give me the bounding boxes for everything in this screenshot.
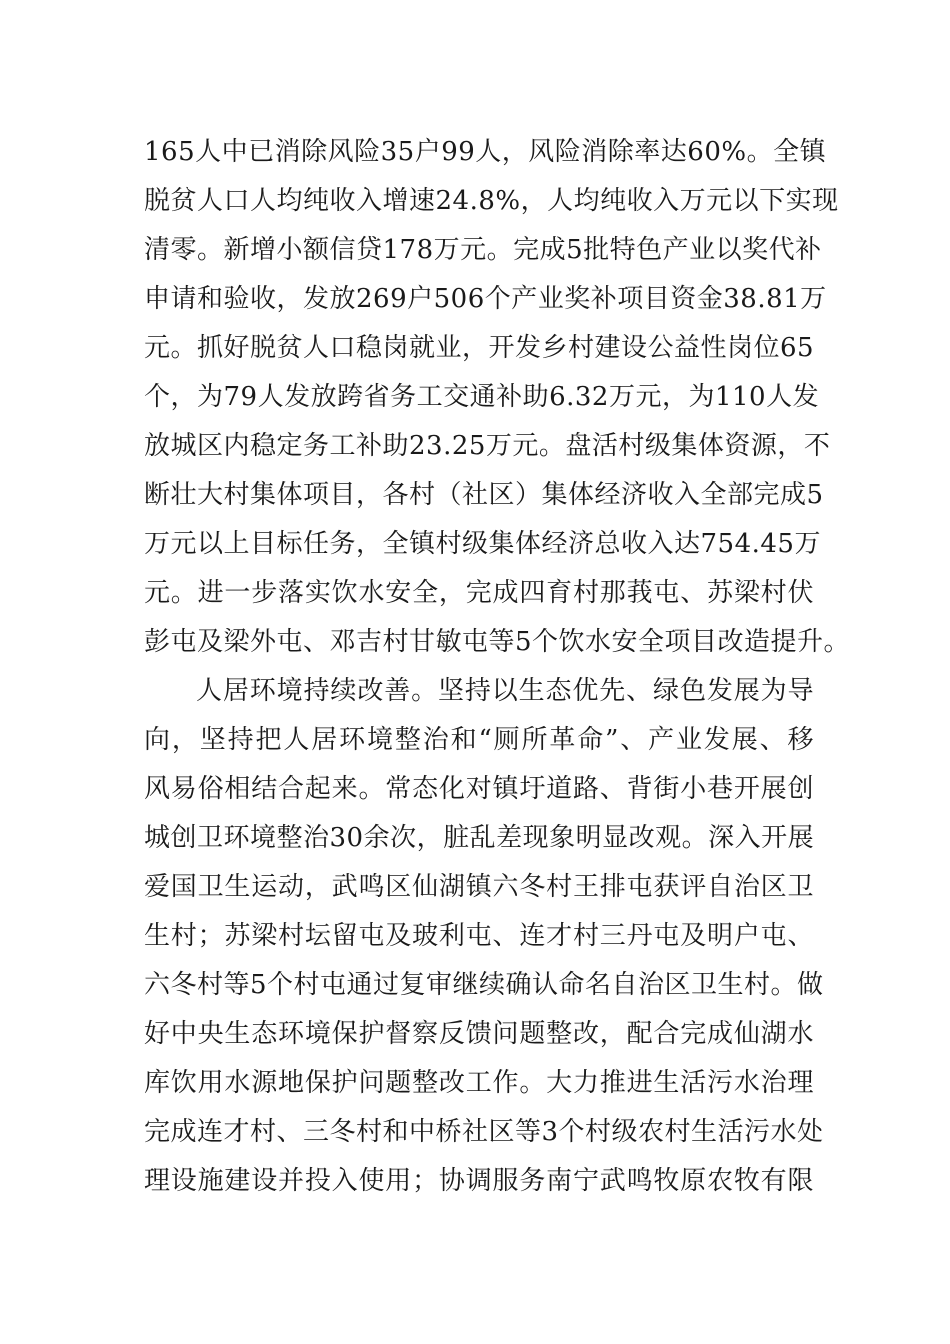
text-line: 元。抓好脱贫人口稳岗就业，开发乡村建设公益性岗位65 <box>144 333 815 363</box>
text-line: 申请和验收，发放269户506个产业奖补项目资金38.81万 <box>144 284 827 314</box>
text-line: 元。进一步落实饮水安全，完成四育村那莪屯、苏梁村伏 <box>144 578 814 608</box>
text-line: 城创卫环境整治30余次，脏乱差现象明显改观。深入开展 <box>144 823 815 853</box>
text-line: 完成连才村、三冬村和中桥社区等3个村级农村生活污水处 <box>144 1117 824 1147</box>
text-line: 165人中已消除风险35户99人，风险消除率达60%。全镇 <box>144 137 827 167</box>
text-line: 脱贫人口人均纯收入增速24.8%，人均纯收入万元以下实现 <box>144 186 839 216</box>
text-line: 放城区内稳定务工补助23.25万元。盘活村级集体资源，不 <box>144 431 831 461</box>
body-text <box>144 128 851 1206</box>
text-line: 个，为79人发放跨省务工交通补助6.32万元，为110人发 <box>144 382 820 412</box>
text-line: 向，坚持把人居环境整治和“厕所革命”、产业发展、移 <box>144 725 814 755</box>
text-line: 清零。新增小额信贷178万元。完成5批特色产业以奖代补 <box>144 235 822 265</box>
text-line: 爱国卫生运动，武鸣区仙湖镇六冬村王排屯获评自治区卫 <box>144 872 814 902</box>
text-line: 生村；苏梁村坛留屯及玻利屯、连才村三丹屯及明户屯、 <box>144 921 814 951</box>
paragraph-start-line: 人居环境持续改善。坚持以生态优先、绿色发展为导 <box>196 676 814 706</box>
text-line: 断壮大村集体项目，各村（社区）集体经济收入全部完成5 <box>144 480 824 510</box>
text-line: 彭屯及梁外屯、邓吉村甘敏屯等5个饮水安全项目改造提升。 <box>144 627 851 657</box>
text-line: 风易俗相结合起来。常态化对镇圩道路、背街小巷开展创 <box>144 774 814 804</box>
text-line: 六冬村等5个村屯通过复审继续确认命名自治区卫生村。做 <box>144 970 824 1000</box>
text-line: 万元以上目标任务，全镇村级集体经济总收入达754.45万 <box>144 529 821 559</box>
text-line: 理设施建设并投入使用；协调服务南宁武鸣牧原农牧有限 <box>144 1166 814 1196</box>
text-line: 库饮用水源地保护问题整改工作。大力推进生活污水治理 <box>144 1068 814 1098</box>
text-line: 好中央生态环境保护督察反馈问题整改，配合完成仙湖水 <box>144 1019 814 1049</box>
